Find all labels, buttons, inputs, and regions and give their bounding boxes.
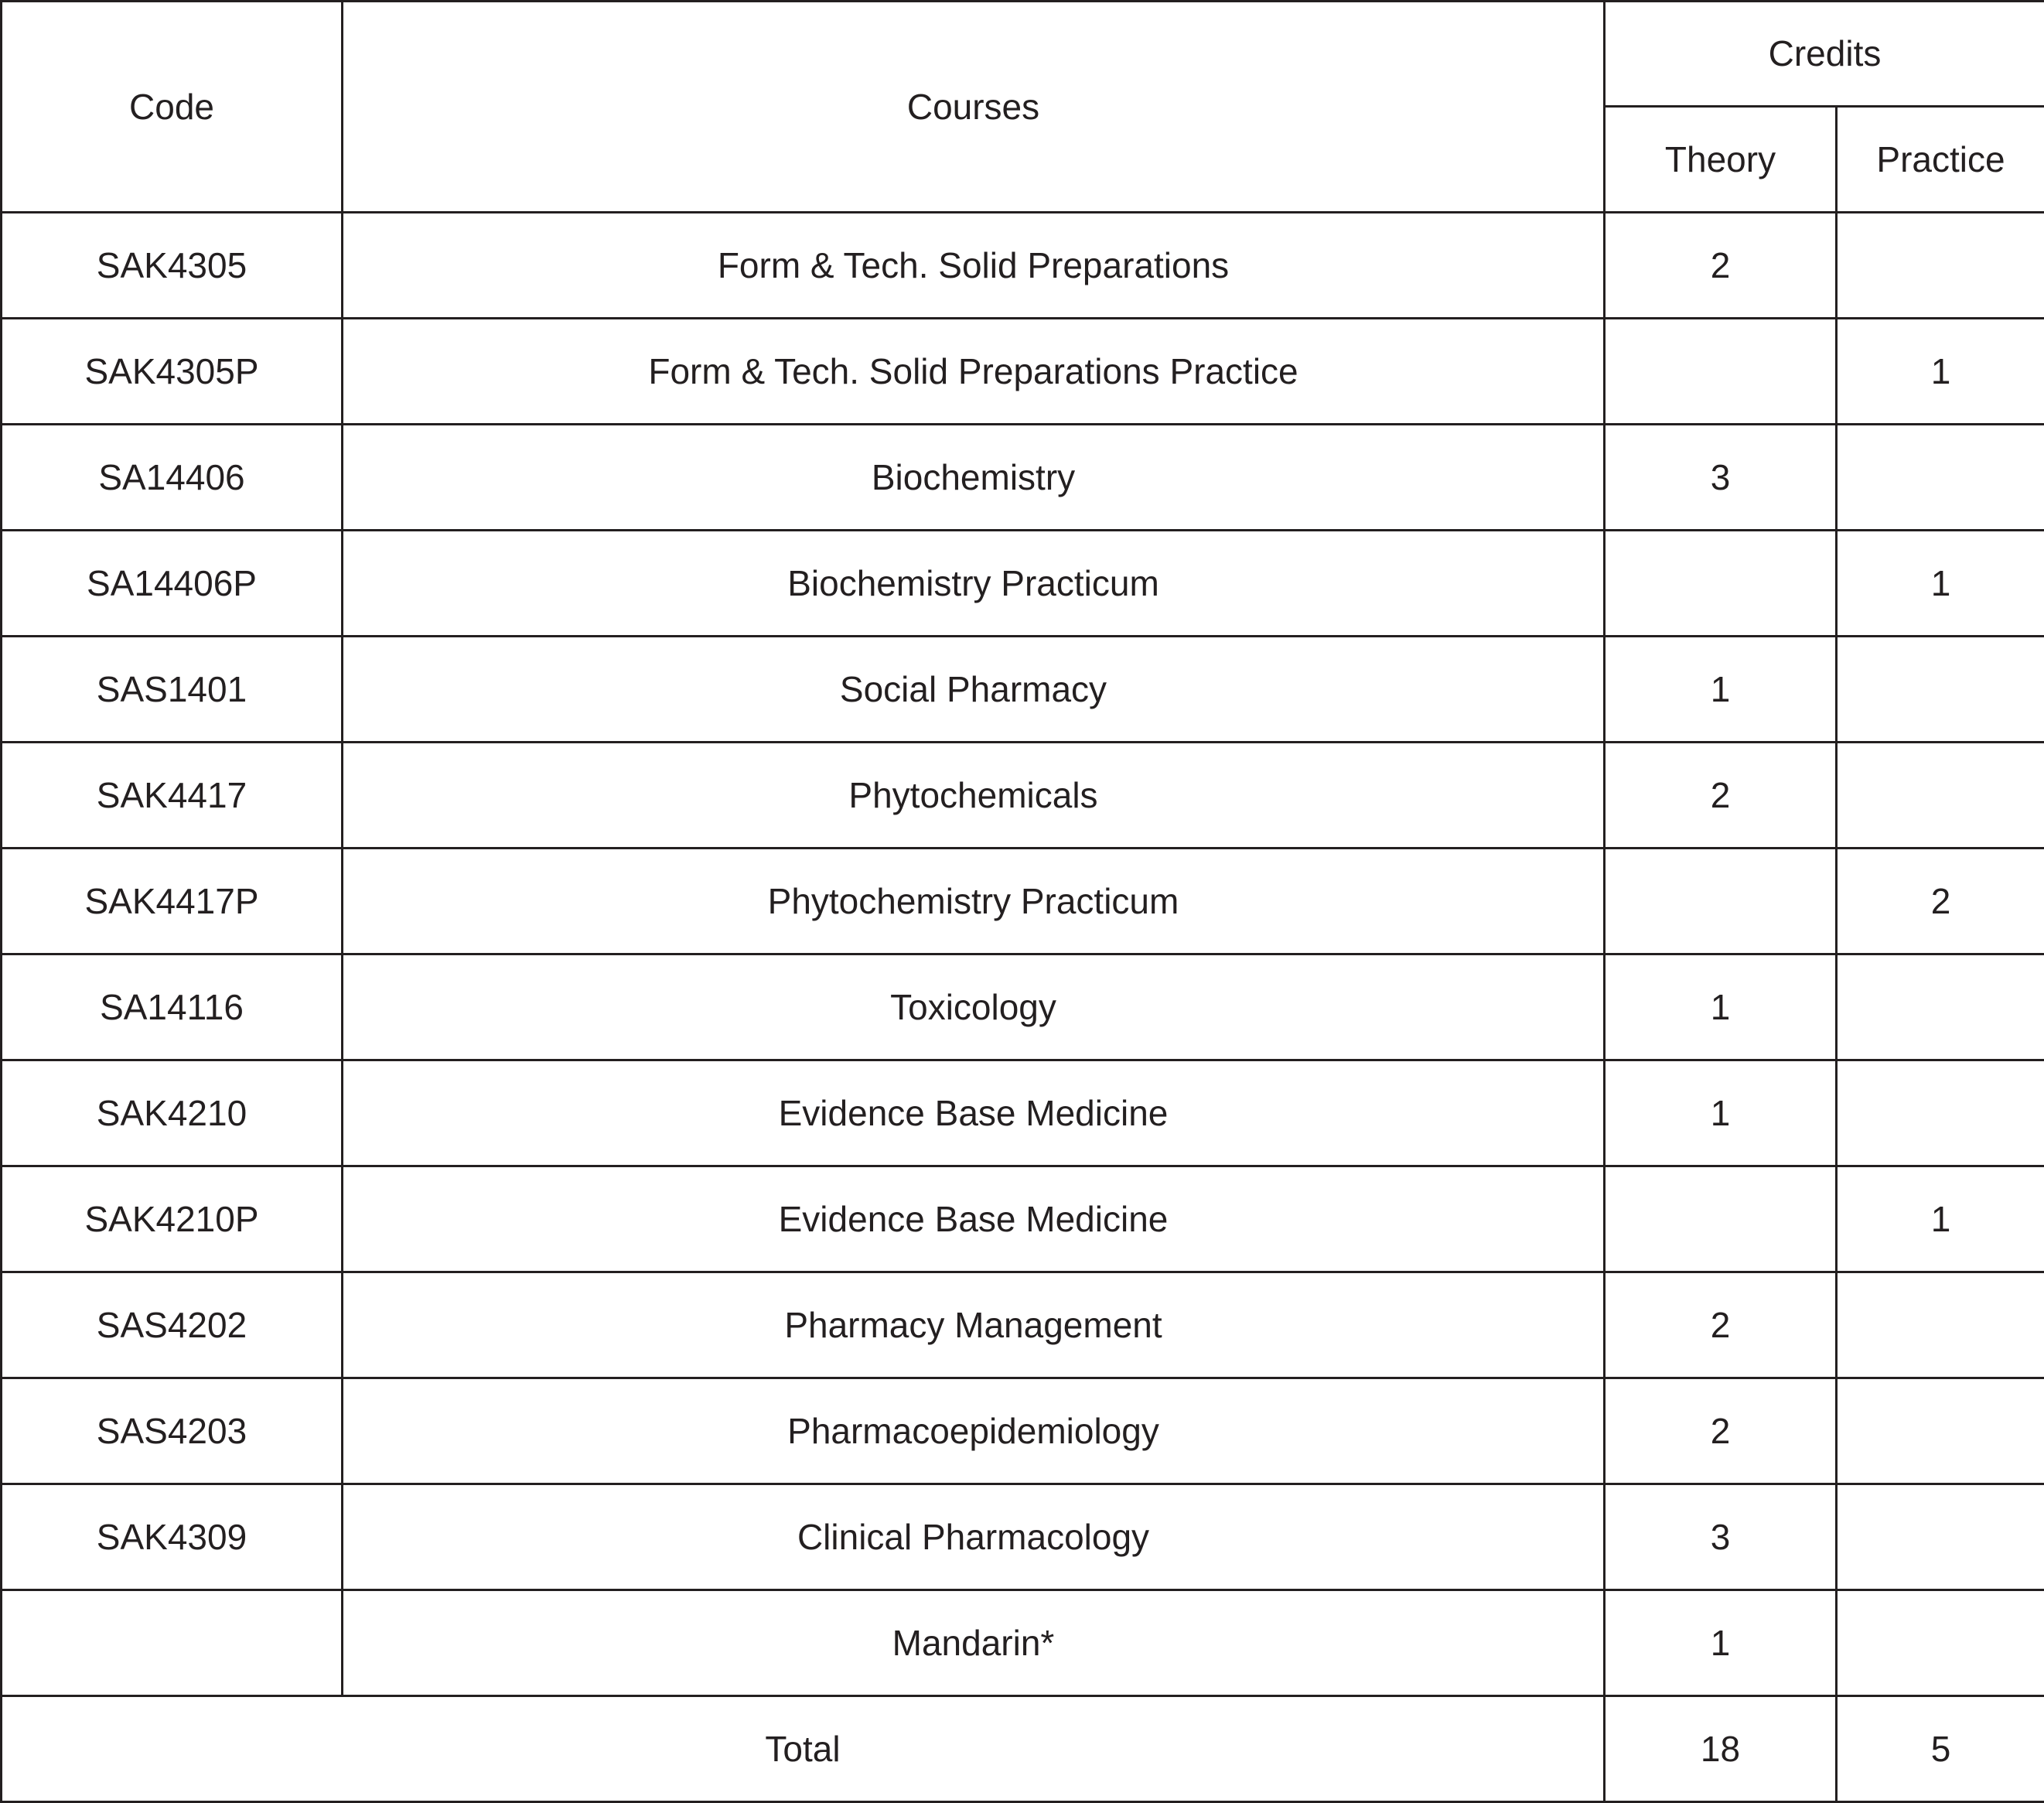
cell-practice: 1 bbox=[1837, 531, 2044, 637]
cell-practice: 2 bbox=[1837, 849, 2044, 954]
cell-theory: 2 bbox=[1605, 743, 1837, 849]
total-row bbox=[2, 1696, 2044, 1802]
header-courses: Courses bbox=[343, 2, 1605, 213]
cell-code: SA14116 bbox=[2, 954, 343, 1060]
table-row bbox=[2, 743, 2044, 849]
cell-practice bbox=[1837, 213, 2044, 319]
table-row bbox=[2, 954, 2044, 1060]
cell-theory: 1 bbox=[1605, 637, 1837, 743]
cell-practice bbox=[1837, 1272, 2044, 1378]
header-theory: Theory bbox=[1605, 107, 1837, 213]
table-row bbox=[2, 1166, 2044, 1272]
cell-course: Pharmacy Management bbox=[343, 1272, 1605, 1378]
header-credits: Credits bbox=[1605, 2, 2044, 107]
table-row bbox=[2, 1378, 2044, 1484]
cell-course: Social Pharmacy bbox=[343, 637, 1605, 743]
table-row bbox=[2, 637, 2044, 743]
cell-theory: 1 bbox=[1605, 1590, 1837, 1696]
table-row bbox=[2, 1484, 2044, 1590]
table-row bbox=[2, 1060, 2044, 1166]
header-code: Code bbox=[2, 2, 343, 213]
table-row bbox=[2, 531, 2044, 637]
cell-practice bbox=[1837, 1484, 2044, 1590]
cell-practice: 1 bbox=[1837, 1166, 2044, 1272]
cell-course: Form & Tech. Solid Preparations bbox=[343, 213, 1605, 319]
cell-practice bbox=[1837, 1590, 2044, 1696]
cell-theory: 2 bbox=[1605, 1378, 1837, 1484]
cell-code: SAK4305 bbox=[2, 213, 343, 319]
cell-course: Phytochemistry Practicum bbox=[343, 849, 1605, 954]
cell-code: SAK4417P bbox=[2, 849, 343, 954]
cell-code bbox=[2, 1590, 343, 1696]
cell-theory bbox=[1605, 319, 1837, 425]
cell-course: Mandarin* bbox=[343, 1590, 1605, 1696]
table-row bbox=[2, 213, 2044, 319]
header-practice: Practice bbox=[1837, 107, 2044, 213]
cell-code: SA14406P bbox=[2, 531, 343, 637]
cell-theory: 1 bbox=[1605, 1060, 1837, 1166]
cell-code: SAS4203 bbox=[2, 1378, 343, 1484]
cell-practice: 1 bbox=[1837, 319, 2044, 425]
total-practice: 5 bbox=[1837, 1696, 2044, 1802]
cell-code: SAS1401 bbox=[2, 637, 343, 743]
cell-course: Phytochemicals bbox=[343, 743, 1605, 849]
cell-practice bbox=[1837, 954, 2044, 1060]
table-row bbox=[2, 1272, 2044, 1378]
cell-course: Form & Tech. Solid Preparations Practice bbox=[343, 319, 1605, 425]
cell-theory: 1 bbox=[1605, 954, 1837, 1060]
cell-course: Biochemistry Practicum bbox=[343, 531, 1605, 637]
cell-theory: 2 bbox=[1605, 213, 1837, 319]
table-row bbox=[2, 319, 2044, 425]
total-label: Total bbox=[2, 1696, 1605, 1802]
cell-code: SAK4309 bbox=[2, 1484, 343, 1590]
cell-code: SAS4202 bbox=[2, 1272, 343, 1378]
cell-code: SAK4210P bbox=[2, 1166, 343, 1272]
cell-theory bbox=[1605, 531, 1837, 637]
cell-practice bbox=[1837, 1378, 2044, 1484]
cell-practice bbox=[1837, 1060, 2044, 1166]
cell-practice bbox=[1837, 637, 2044, 743]
cell-course: Pharmacoepidemiology bbox=[343, 1378, 1605, 1484]
table-row bbox=[2, 1590, 2044, 1696]
cell-code: SAK4417 bbox=[2, 743, 343, 849]
cell-theory bbox=[1605, 1166, 1837, 1272]
cell-practice bbox=[1837, 743, 2044, 849]
cell-course: Biochemistry bbox=[343, 425, 1605, 531]
cell-theory: 3 bbox=[1605, 1484, 1837, 1590]
cell-code: SAK4210 bbox=[2, 1060, 343, 1166]
table-row bbox=[2, 425, 2044, 531]
cell-theory bbox=[1605, 849, 1837, 954]
cell-course: Clinical Pharmacology bbox=[343, 1484, 1605, 1590]
total-theory: 18 bbox=[1605, 1696, 1837, 1802]
table-row bbox=[2, 849, 2044, 954]
header-row-top bbox=[2, 2, 2044, 107]
cell-theory: 2 bbox=[1605, 1272, 1837, 1378]
cell-code: SA14406 bbox=[2, 425, 343, 531]
cell-theory: 3 bbox=[1605, 425, 1837, 531]
cell-course: Toxicology bbox=[343, 954, 1605, 1060]
cell-course: Evidence Base Medicine bbox=[343, 1060, 1605, 1166]
cell-code: SAK4305P bbox=[2, 319, 343, 425]
cell-course: Evidence Base Medicine bbox=[343, 1166, 1605, 1272]
cell-practice bbox=[1837, 425, 2044, 531]
